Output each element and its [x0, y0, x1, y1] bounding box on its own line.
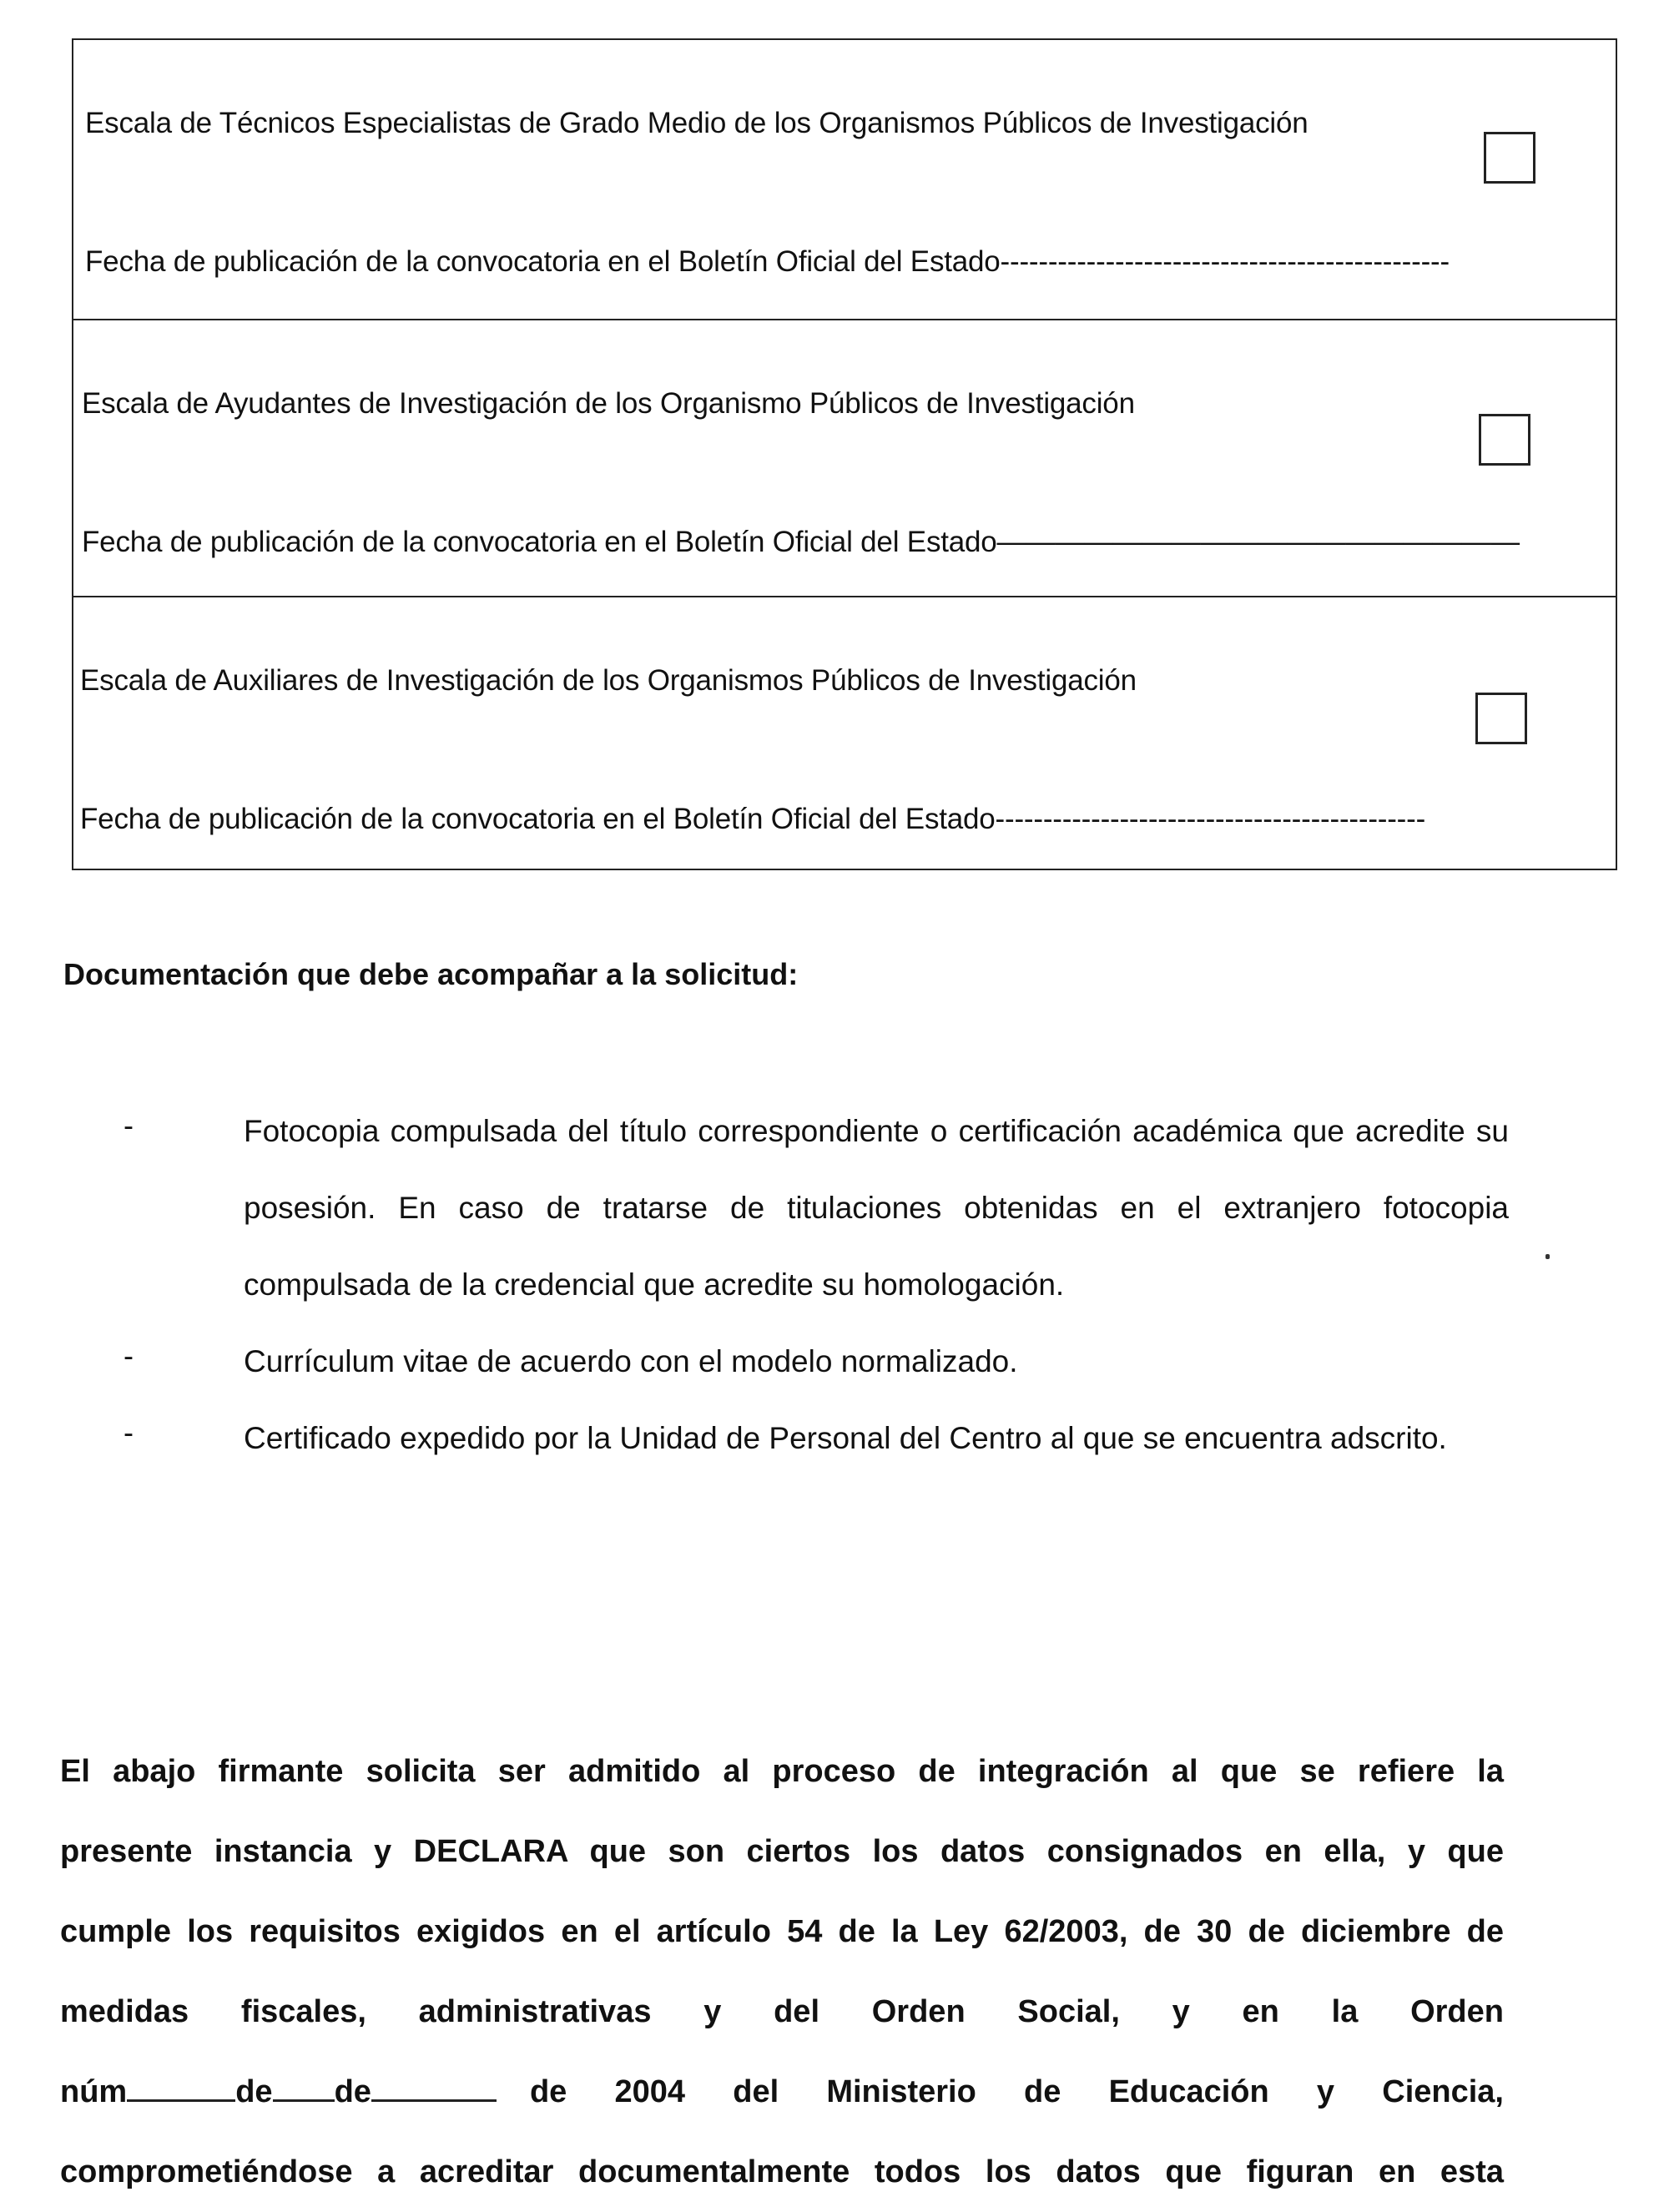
de-label: de [334, 2074, 371, 2109]
num-label: núm [60, 2074, 128, 2109]
bullet-dash: - [124, 1108, 134, 1142]
scale-row-ayudantes [73, 319, 1616, 596]
order-day-blank[interactable] [273, 2074, 335, 2102]
list-item-text: Fotocopia compulsada del título correspondiente o certificación académica que acredite su posesión. En caso de tratarse de titulaciones obtenidas en el extranjero fotocopia compulsada de la credencial que acredite su homologación. [244, 1114, 1509, 1302]
scale-row-auxiliares [73, 596, 1616, 869]
publication-date-field[interactable]: Fecha de publicación de la convocatoria en el Boletín Oficial del Estado----------------------------------------------- [85, 245, 1450, 278]
scale-checkbox-tecnicos[interactable] [1484, 132, 1535, 184]
publication-date-field[interactable]: Fecha de publicación de la convocatoria en el Boletín Oficial del Estado—————————————————— [82, 526, 1520, 558]
scale-selection-table [72, 38, 1617, 870]
declaration-line: medidas fiscales, administrativas y del Orden Social, y en la Orden [60, 1994, 1504, 2029]
declaration-line: El abajo firmante solicita ser admitido al proceso de integración al que se refiere la [60, 1754, 1504, 1789]
declaration-line: cumple los requisitos exigidos en el artículo 54 de la Ley 62/2003, de 30 de diciembre de [60, 1914, 1504, 1949]
scale-checkbox-auxiliares[interactable] [1475, 693, 1527, 744]
scale-row-tecnicos [73, 40, 1616, 319]
scale-title: Escala de Técnicos Especialistas de Grado Medio de los Organismos Públicos de Investigación [85, 107, 1308, 139]
de-label: de [235, 2074, 273, 2109]
scale-title: Escala de Ayudantes de Investigación de los Organismo Públicos de Investigación [82, 387, 1135, 420]
bullet-dash: - [124, 1338, 134, 1373]
order-month-blank[interactable] [371, 2074, 497, 2102]
scale-checkbox-ayudantes[interactable] [1479, 414, 1530, 466]
order-reference-line [60, 2052, 1504, 2132]
documentation-heading: Documentación que debe acompañar a la solicitud: [63, 957, 799, 991]
list-item-text: Certificado expedido por la Unidad de Personal del Centro al que se encuentra adscrito. [244, 1421, 1447, 1455]
list-item-text: Currículum vitae de acuerdo con el modelo normalizado. [244, 1344, 1018, 1378]
order-year-ministry: de 2004 del Ministerio de Educación y Ciencia, [529, 2074, 1504, 2109]
declaration-line: presente instancia y DECLARA que son ciertos los datos consignados en ella, y que [60, 1834, 1504, 1869]
declaration-line: comprometiéndose a acreditar documentalmente todos los datos que figuran en esta [60, 2154, 1504, 2189]
scan-artifact-dot [1545, 1254, 1550, 1259]
bullet-dash: - [124, 1415, 134, 1449]
publication-date-field[interactable]: Fecha de publicación de la convocatoria en el Boletín Oficial del Estado--------------------------------------------- [80, 803, 1426, 835]
order-number-blank[interactable] [127, 2074, 235, 2102]
scale-title: Escala de Auxiliares de Investigación de los Organismos Públicos de Investigación [80, 664, 1137, 697]
declaration-paragraph [60, 1731, 1504, 2212]
